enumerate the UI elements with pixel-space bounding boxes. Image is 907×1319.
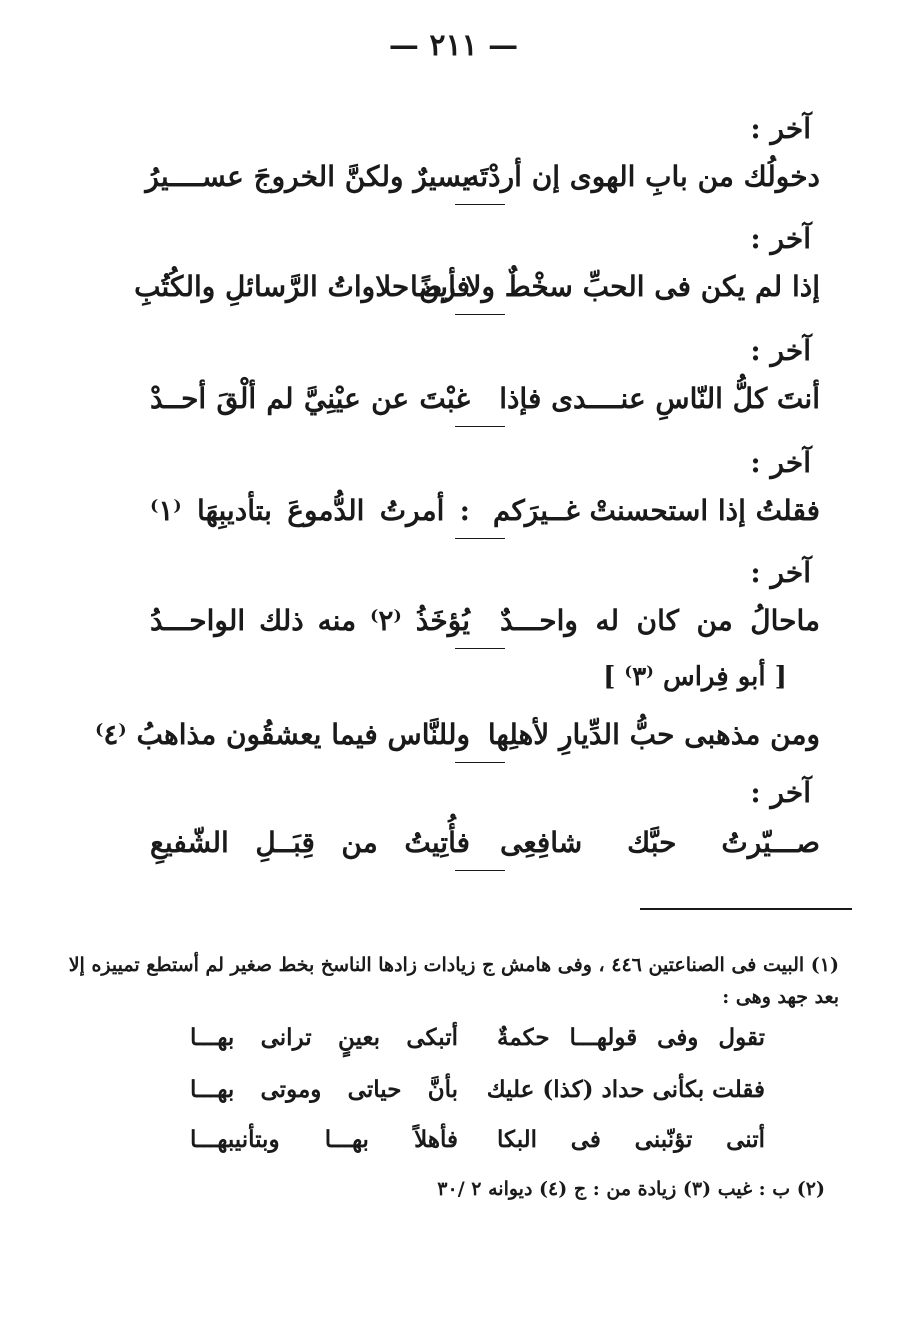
verse-second-hemistich: يسيرٌ ولكنَّ الخروجَ عســــيرُ — [145, 160, 470, 193]
verse — [150, 604, 820, 652]
section-heading: آخر : — [750, 334, 811, 367]
verse-first-hemistich: فقلتُ إذا استحسنتْ غــيرَكم — [492, 494, 820, 527]
verse-first-hemistich: صـــيّرتُ حبَّك شافِعِى — [500, 826, 820, 859]
hemistich-separator — [455, 762, 505, 763]
verse-second-hemistich: يُؤخَذُ ⁽٢⁾ منه ذلك الواحـــدُ — [150, 604, 470, 637]
verse-second-hemistich: فأُتِيتُ من قِبَــلِ الشّفيعِ — [150, 826, 470, 859]
poet-attribution: [ أبو فِراس ⁽٣⁾ ] — [603, 662, 787, 692]
footnote-rule — [640, 908, 852, 910]
hemistich-separator — [455, 426, 505, 427]
verse-first-hemistich: ماحالُ من كان له واحـــدٌ — [500, 604, 820, 637]
verse-first-hemistich: دخولُك من بابِ الهوى إن أردْتَه — [465, 160, 820, 193]
footnote-verse-first-hemistich: أتنى تؤنّبنى فى البكا — [497, 1126, 765, 1153]
footnote-verse-second-hemistich: بأنَّ حياتى وموتى بهـــا — [190, 1076, 458, 1103]
section-heading: آخر : — [750, 112, 811, 145]
footnote-verse-second-hemistich: فأهلاً بهـــا وبتأنيبهـــا — [190, 1126, 458, 1153]
footnote-verse-first-hemistich: تقول وفى قولهـــا حكمةٌ — [497, 1024, 765, 1051]
section-heading: آخر : — [750, 556, 811, 589]
verse-first-hemistich: ومن مذهبى حبُّ الدِّيارِ لأهلِها — [487, 718, 820, 751]
verse — [145, 160, 820, 208]
hemistich-separator — [455, 870, 505, 871]
page-number: — ٢١١ — — [388, 28, 519, 63]
footnote-verse — [190, 1024, 765, 1064]
footnote-1-continuation: بعد جهد وهى : — [722, 986, 839, 1008]
verse-second-hemistich: فأين حلاواتُ الرَّسائلِ والكُتُبِ — [134, 270, 470, 303]
footnote-verse — [190, 1076, 765, 1116]
verse-first-hemistich: إذا لم يكن فى الحبِّ سخْطٌ ولا رضًا — [409, 270, 820, 303]
footnote-1: (١) البيت فى الصناعتين ٤٤٦ ، وفى هامش ج زيادات زادها الناسخ بخط صغير لم أستطع تمييزه إلا — [68, 954, 839, 976]
verse — [150, 494, 820, 542]
section-heading: آخر : — [750, 776, 811, 809]
verse-second-hemistich: وللنَّاس فيما يعشقُون مذاهبُ ⁽٤⁾ — [95, 718, 470, 751]
hemistich-separator — [455, 314, 505, 315]
verse — [150, 382, 820, 430]
footnote-verse-first-hemistich: فقلت بكأنى حداد (كذا) عليك — [486, 1076, 765, 1103]
hemistich-separator — [455, 538, 505, 539]
verse-first-hemistich: أنتَ كلُّ النّاسِ عنــــدى فإذا — [499, 382, 820, 415]
hemistich-separator — [455, 204, 505, 205]
verse — [150, 826, 820, 874]
footnotes-2-3-4: (٢) ب : غيب (٣) زيادة من : ج (٤) ديوانه ٢ /٣٠ — [437, 1178, 825, 1200]
verse-second-hemistich: غبْتَ عن عيْنِيَّ لم ألْقَ أحــدْ — [150, 382, 470, 415]
footnote-verse-second-hemistich: أتبكى بعينٍ ترانى بهـــا — [190, 1024, 458, 1051]
hemistich-separator — [455, 648, 505, 649]
section-heading: آخر : — [750, 446, 811, 479]
footnote-verse — [190, 1126, 765, 1166]
verse-second-hemistich: : أمرتُ الدُّموعَ بتأديبِهَا ⁽١⁾ — [150, 494, 470, 527]
verse — [134, 270, 820, 318]
verse — [95, 718, 820, 766]
section-heading: آخر : — [750, 222, 811, 255]
